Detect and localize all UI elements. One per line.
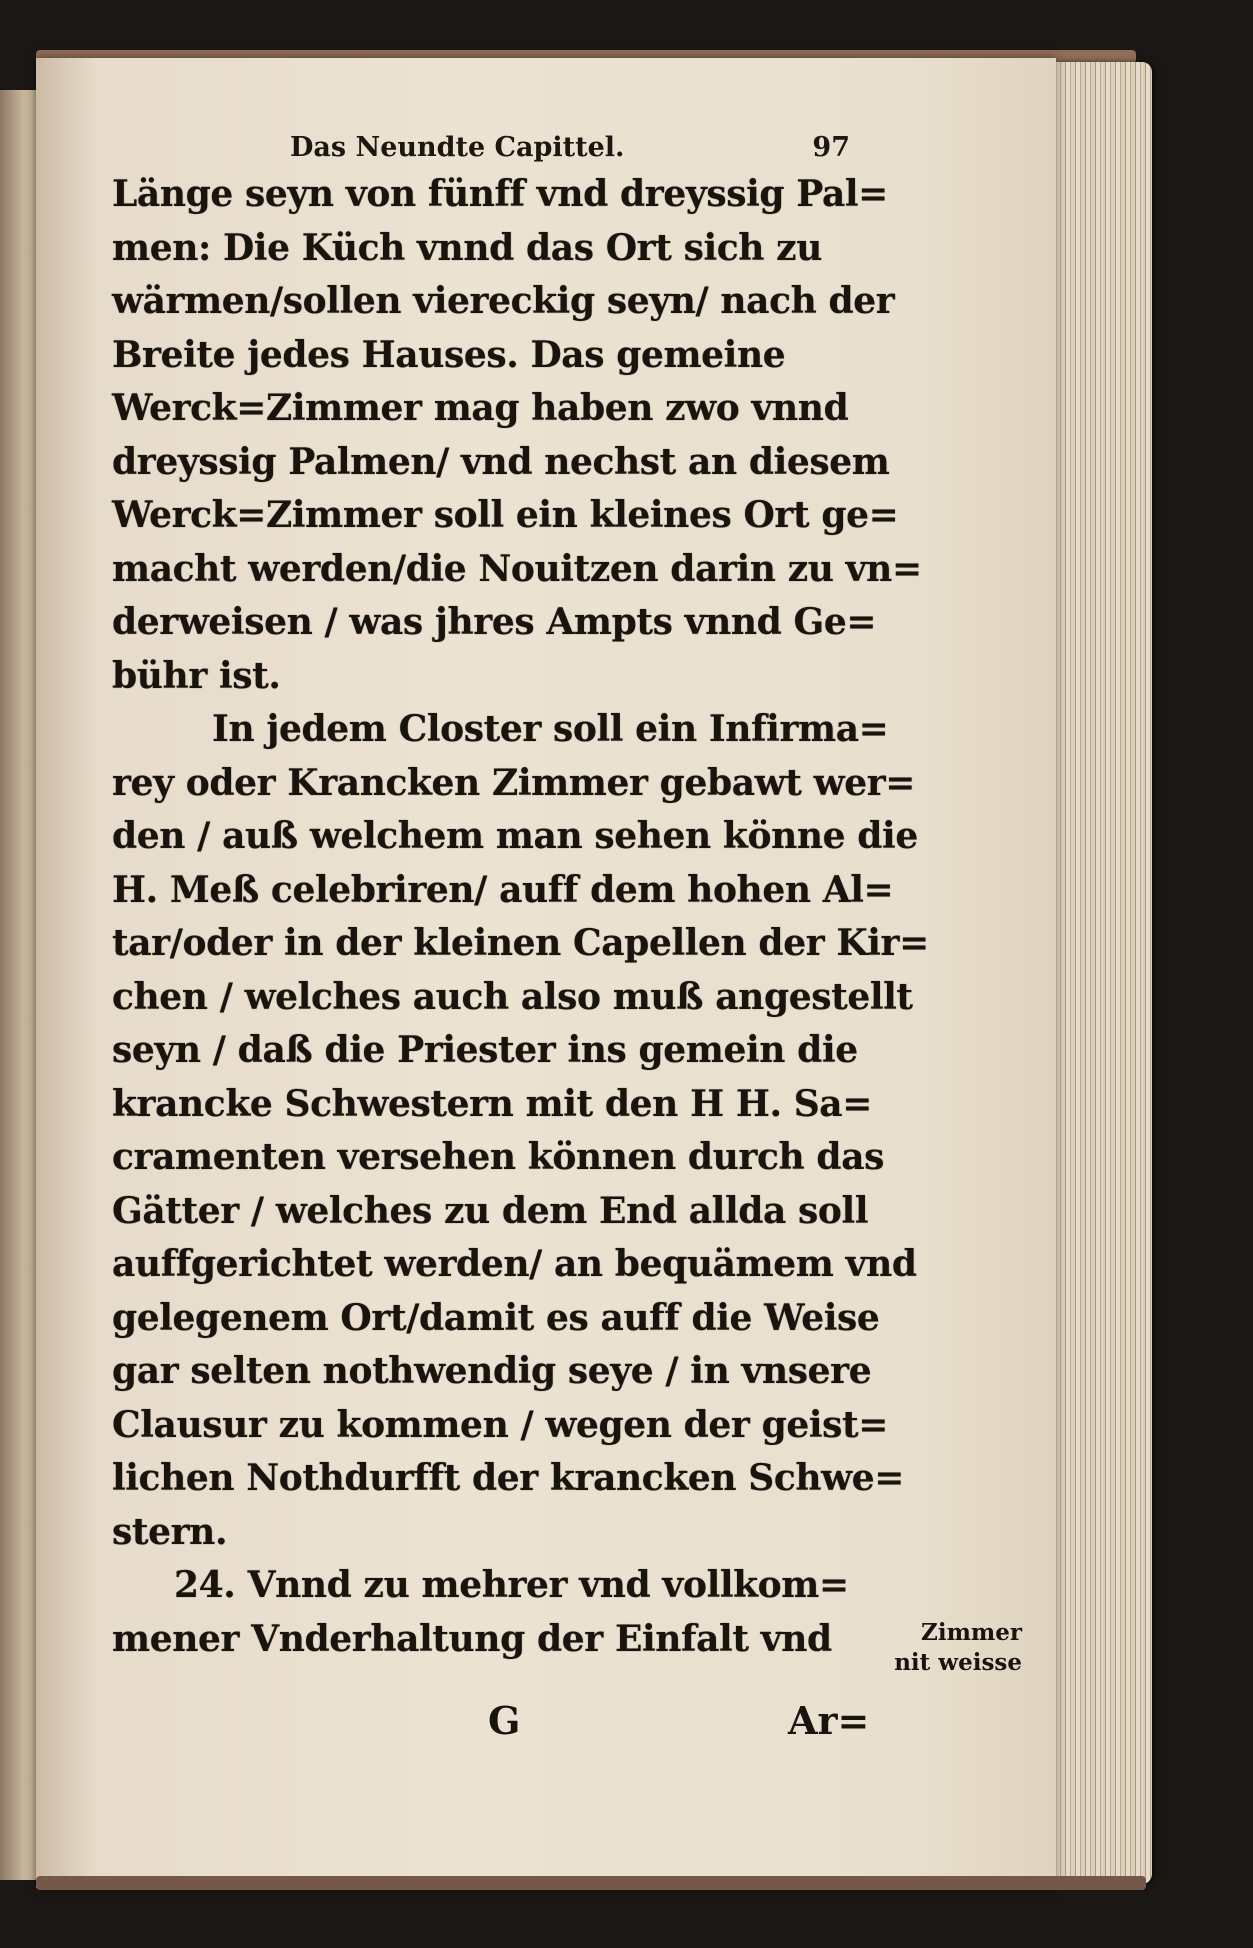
- text-line: krancke Schwestern mit den H H. Sa=: [112, 1082, 873, 1125]
- book-cover-bottom: [36, 1876, 1146, 1890]
- text-line: tar/oder in der kleinen Capellen der Kir=: [112, 922, 929, 964]
- margin-note-line: nit weisse: [894, 1649, 1022, 1676]
- text-line: Gätter / welches zu dem End allda soll: [112, 1189, 869, 1232]
- signature-mark: G: [488, 1698, 521, 1743]
- text-line: auffgerichtet werden/ an bequämem vnd: [112, 1243, 917, 1285]
- catchword: Ar=: [788, 1698, 870, 1743]
- text-line: bühr ist.: [112, 654, 281, 697]
- text-line: lichen Nothdurfft der krancken Schwe=: [112, 1457, 905, 1499]
- text-line: In jedem Closter soll ein Infirma=: [212, 708, 889, 750]
- text-line: chen / welches auch also muß angestellt: [112, 975, 913, 1018]
- running-header: [290, 132, 850, 172]
- margin-note-line: Zimmer: [921, 1619, 1022, 1646]
- text-line: Breite jedes Hauses. Das gemeine: [112, 333, 786, 376]
- text-line: rey oder Krancken Zimmer gebawt wer=: [112, 761, 916, 804]
- text-line: cramenten versehen können durch das: [112, 1136, 884, 1178]
- text-line: Werck=Zimmer mag haben zwo vnnd: [112, 387, 849, 429]
- text-line: macht werden/die Nouitzen darin zu vn=: [112, 547, 922, 590]
- text-line: Werck=Zimmer soll ein kleines Ort ge=: [112, 494, 899, 536]
- text-line: gar selten nothwendig seye / in vnsere: [112, 1350, 872, 1392]
- text-line: stern.: [112, 1510, 228, 1553]
- text-line: men: Die Küch vnnd das Ort sich zu: [112, 226, 822, 269]
- text-line: Clausur zu kommen / wegen der geist=: [112, 1403, 889, 1446]
- page-block-edges: [1056, 62, 1152, 1884]
- text-line: H. Meß celebriren/ auff dem hohen Al=: [112, 868, 894, 911]
- text-line: dreyssig Palmen/ vnd nechst an diesem: [112, 440, 890, 483]
- page-number: 97: [812, 132, 850, 163]
- text-line: mener Vnderhaltung der Einfalt vnd: [112, 1617, 832, 1660]
- body-text: [112, 168, 929, 1666]
- margin-note: [872, 1618, 1022, 1678]
- text-line: seyn / daß die Priester ins gemein die: [112, 1029, 858, 1071]
- text-line: den / auß welchem man sehen könne die: [112, 815, 918, 857]
- text-line: gelegenem Ort/damit es auff die Weise: [112, 1296, 880, 1339]
- chapter-title: Das Neundte Capittel.: [290, 132, 625, 163]
- text-line: wärmen/sollen viereckig seyn/ nach der: [112, 280, 895, 322]
- text-line: Länge seyn von fünff vnd dreyssig Pal=: [112, 173, 888, 215]
- text-line: derweisen / was jhres Ampts vnnd Ge=: [112, 601, 877, 643]
- text-line: 24. Vnnd zu mehrer vnd vollkom=: [174, 1564, 849, 1606]
